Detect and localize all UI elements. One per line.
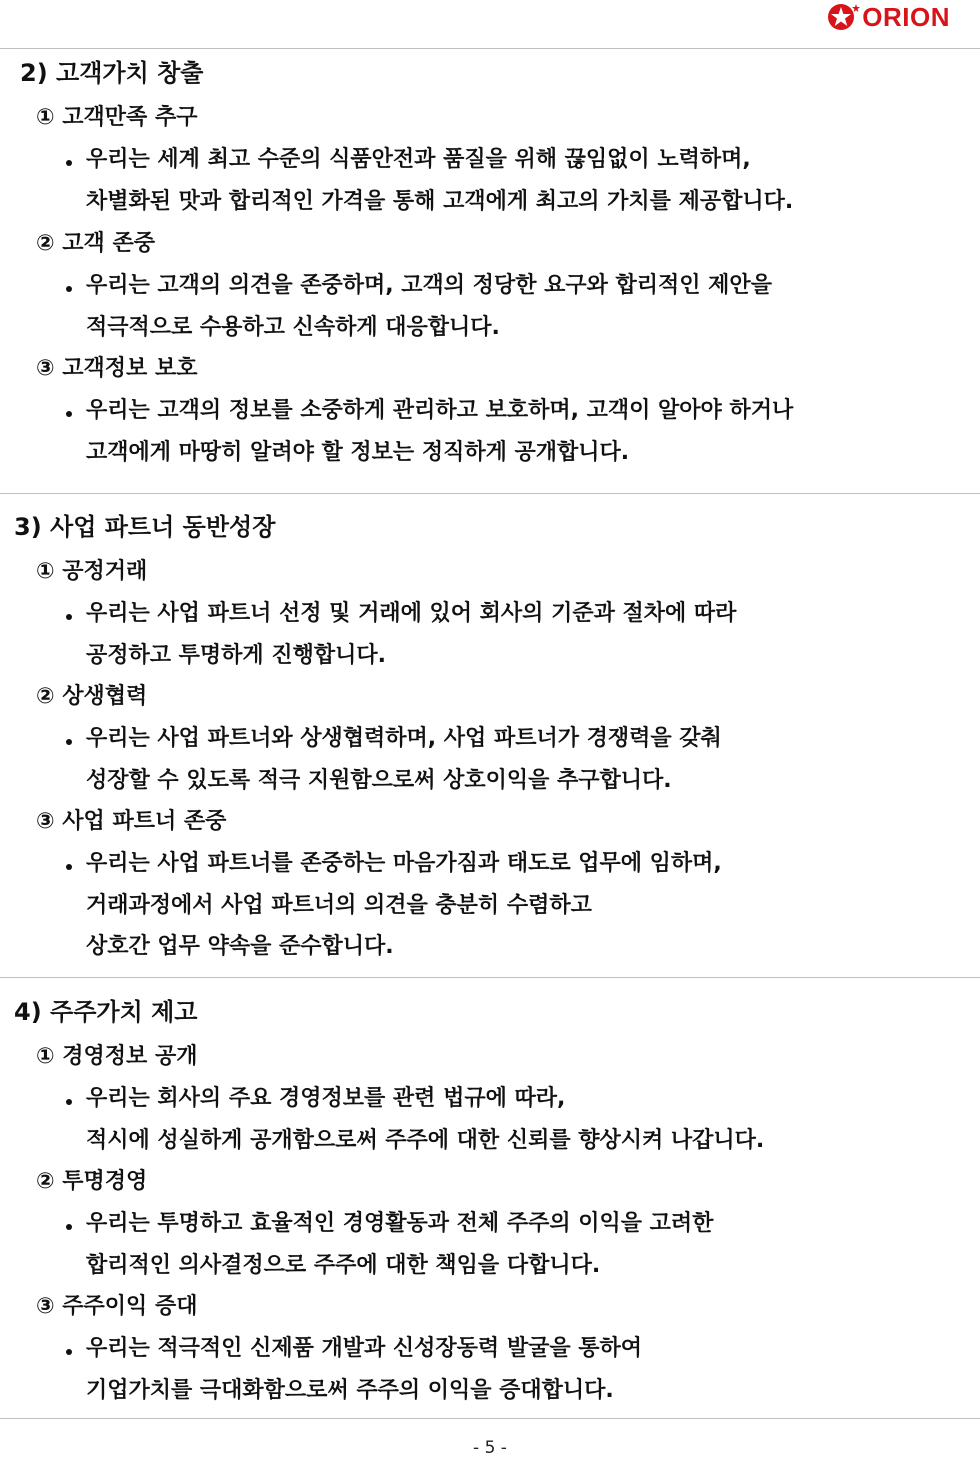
section-title: 2) 고객가치 창출	[20, 59, 204, 87]
bullet-dot	[66, 160, 72, 166]
item-title: ② 고객 존중	[36, 231, 155, 256]
item-title: ③ 사업 파트너 존중	[36, 809, 227, 834]
bullet-text: 우리는 사업 파트너와 상생협력하며, 사업 파트너가 경쟁력을 갖춰	[86, 726, 722, 751]
bullet-text: 우리는 투명하고 효율적인 경영활동과 전체 주주의 이익을 고려한	[86, 1211, 714, 1236]
bullet-text: 기업가치를 극대화함으로써 주주의 이익을 증대합니다.	[86, 1378, 614, 1403]
item-title: ③ 고객정보 보호	[36, 356, 198, 381]
item-title: ② 상생협력	[36, 684, 148, 709]
bullet-text: 거래과정에서 사업 파트너의 의견을 충분히 수렴하고	[86, 893, 592, 918]
bullet-text: 차별화된 맛과 합리적인 가격을 통해 고객에게 최고의 가치를 제공합니다.	[86, 189, 794, 214]
bullet-text: 우리는 사업 파트너 선정 및 거래에 있어 회사의 기준과 절차에 따라	[86, 601, 737, 626]
bullet-dot	[66, 739, 72, 745]
bullet-text: 우리는 세계 최고 수준의 식품안전과 품질을 위해 끊임없이 노력하며,	[86, 147, 751, 172]
bullet-dot	[66, 1099, 72, 1105]
bullet-text: 우리는 적극적인 신제품 개발과 신성장동력 발굴을 통하여	[86, 1336, 643, 1361]
page-number: - 5 -	[473, 1438, 507, 1458]
bullet-dot	[66, 1349, 72, 1355]
logo-wordmark: ORION	[862, 1, 950, 32]
bullet-text: 적극적으로 수용하고 신속하게 대응합니다.	[86, 315, 500, 340]
bullet-text: 성장할 수 있도록 적극 지원함으로써 상호이익을 추구합니다.	[86, 768, 672, 793]
section-title: 3) 사업 파트너 동반성장	[14, 513, 276, 541]
header-divider	[0, 48, 980, 49]
bullet-text: 공정하고 투명하게 진행합니다.	[86, 643, 386, 668]
bullet-text: 합리적인 의사결정으로 주주에 대한 책임을 다합니다.	[86, 1253, 601, 1278]
section-title: 4) 주주가치 제고	[14, 998, 198, 1026]
bullet-dot	[66, 286, 72, 292]
bullet-text: 우리는 사업 파트너를 존중하는 마음가짐과 태도로 업무에 임하며,	[86, 851, 722, 876]
item-title: ② 투명경영	[36, 1169, 148, 1194]
bullet-text: 상호간 업무 약속을 준수합니다.	[86, 934, 394, 959]
bullet-text: 우리는 회사의 주요 경영정보를 관련 법규에 따라,	[86, 1086, 566, 1111]
bullet-text: 우리는 고객의 정보를 소중하게 관리하고 보호하며, 고객이 알아야 하거나	[86, 398, 794, 423]
bullet-dot	[66, 411, 72, 417]
bullet-dot	[66, 864, 72, 870]
orion-logo	[826, 2, 950, 32]
section-divider	[0, 493, 980, 494]
item-title: ① 경영정보 공개	[36, 1044, 198, 1069]
bullet-dot	[66, 614, 72, 620]
bullet-dot	[66, 1224, 72, 1230]
star-logo-icon	[826, 2, 860, 32]
bullet-text: 적시에 성실하게 공개함으로써 주주에 대한 신뢰를 향상시켜 나갑니다.	[86, 1128, 765, 1153]
bullet-text: 고객에게 마땅히 알려야 할 정보는 정직하게 공개합니다.	[86, 440, 630, 465]
item-title: ① 공정거래	[36, 559, 148, 584]
footer-divider	[0, 1418, 980, 1419]
item-title: ③ 주주이익 증대	[36, 1294, 198, 1319]
bullet-text: 우리는 고객의 의견을 존중하며, 고객의 정당한 요구와 합리적인 제안을	[86, 273, 772, 298]
item-title: ① 고객만족 추구	[36, 105, 198, 130]
section-divider	[0, 977, 980, 978]
